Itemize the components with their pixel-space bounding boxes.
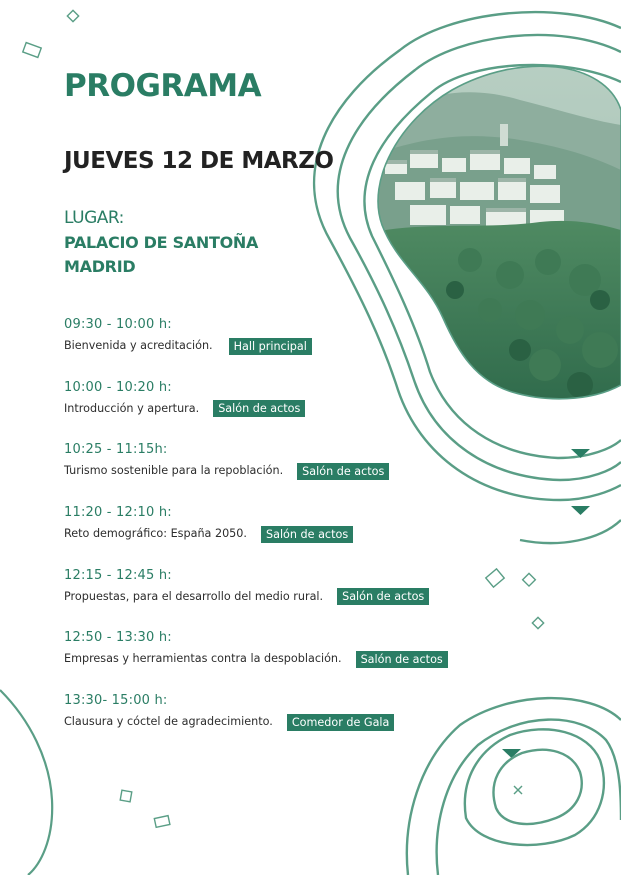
schedule-item bbox=[64, 568, 484, 631]
room-badge: Hall principal bbox=[229, 338, 312, 355]
location-city: MADRID bbox=[64, 257, 136, 276]
x-mark-icon bbox=[514, 786, 522, 794]
schedule-item bbox=[64, 380, 484, 443]
room-badge: Salón de actos bbox=[337, 588, 429, 605]
schedule-list bbox=[64, 317, 484, 756]
location-label: LUGAR: bbox=[64, 208, 124, 228]
session-time: 09:30 - 10:00 h: bbox=[64, 317, 172, 332]
session-time: 11:20 - 12:10 h: bbox=[64, 505, 172, 521]
contour-line-left bbox=[0, 690, 52, 875]
room-badge: Salón de actos bbox=[356, 651, 448, 668]
session-description: Empresas y herramientas contra la despoblación. bbox=[64, 652, 342, 666]
session-time: 12:15 - 12:45 h: bbox=[64, 567, 172, 583]
schedule-item bbox=[64, 317, 484, 380]
session-time: 10:00 - 10:20 h: bbox=[64, 379, 172, 395]
session-description: Introducción y apertura. bbox=[64, 401, 200, 415]
room-badge: Salón de actos bbox=[213, 400, 305, 417]
session-description: Reto demográfico: España 2050. bbox=[64, 527, 247, 541]
schedule-item bbox=[64, 630, 484, 693]
schedule-item bbox=[64, 505, 484, 568]
session-description: Clausura y cóctel de agradecimiento. bbox=[64, 715, 273, 729]
event-date: JUEVES 12 DE MARZO bbox=[64, 148, 334, 174]
session-description: Bienvenida y acreditación. bbox=[64, 339, 213, 352]
schedule-item bbox=[64, 693, 484, 756]
session-description: Turismo sostenible para la repoblación. bbox=[64, 464, 284, 478]
room-badge: Salón de actos bbox=[297, 463, 389, 480]
session-time: 12:50 - 13:30 h: bbox=[64, 630, 172, 646]
session-time: 10:25 - 11:15h: bbox=[64, 442, 168, 458]
page-title: PROGRAMA bbox=[64, 68, 262, 104]
session-description: Propuestas, para el desarrollo del medio rural. bbox=[64, 589, 324, 603]
location-venue: PALACIO DE SANTOÑA bbox=[64, 233, 259, 252]
schedule-item bbox=[64, 442, 484, 505]
room-badge: Comedor de Gala bbox=[287, 714, 395, 731]
triangle-marker-icon bbox=[571, 506, 590, 515]
session-time: 13:30- 15:00 h: bbox=[64, 693, 168, 709]
room-badge: Salón de actos bbox=[261, 526, 353, 543]
